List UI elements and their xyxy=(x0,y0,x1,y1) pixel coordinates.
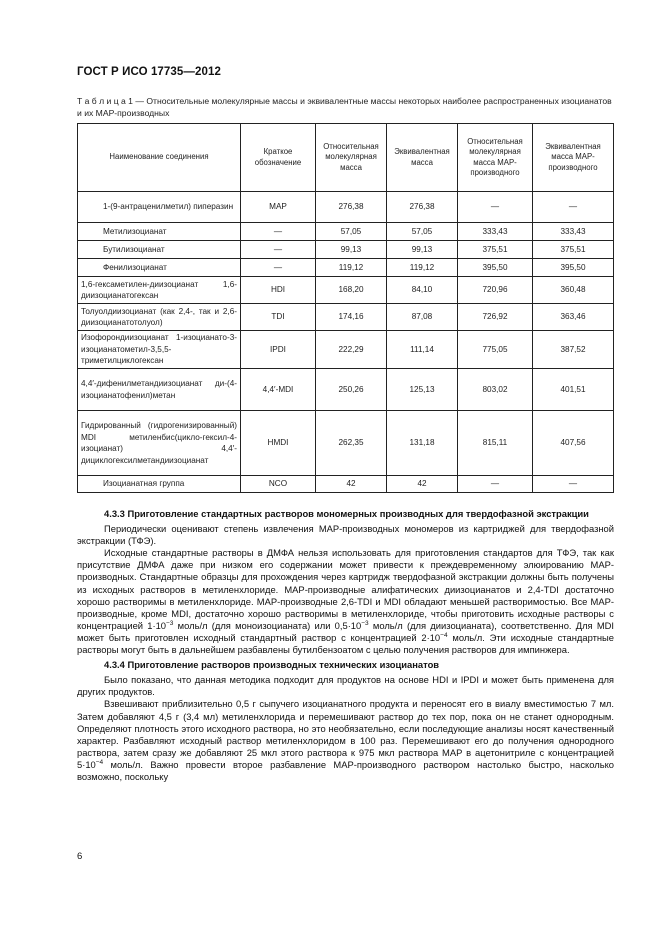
compound-name-cell: Метилизоцианат xyxy=(78,223,241,241)
table-row xyxy=(78,304,614,331)
paragraph: Взвешивают приблизительно 0,5 г сыпучего изоцианатного продукта и переносят его в виалу вместимостью 7 мл. Затем добавляют 4,5 г (3,4 мл) метиленхлорида и перемешивают раствор до тех пор, пока он не станет однородным. Определяют плотность этого исходного раствора, но это необязательно, если последующие анализы носят качественный характер. Разбавляют исходный раствор метиленхлоридом в 100 раз. Перемешивают его до получения однородного раствора, затем сразу же добавляют 25 мкл этого раствора к 975 мкл раствора МАР в ацетонитриле с концентрацией $5\cdot 10^{-4}$ моль/л. Важно провести второе разбавление МАР-производного раствором настолько быстро, насколько возможно, поскольку xyxy=(77,698,614,782)
abbreviation-cell: — xyxy=(241,241,316,259)
map-equivalent-mass-cell: 401,51 xyxy=(533,369,614,411)
compound-name-cell: Толуолдиизоцианат (как 2,4-, так и 2,6-диизоцианатотолуол) xyxy=(78,304,241,331)
table-row xyxy=(78,331,614,369)
map-equivalent-mass-cell: 395,50 xyxy=(533,259,614,277)
equivalent-mass-cell: 119,12 xyxy=(387,259,458,277)
equivalent-mass-cell: 131,18 xyxy=(387,411,458,476)
abbreviation-cell: TDI xyxy=(241,304,316,331)
compound-name-cell: Бутилизоцианат xyxy=(78,241,241,259)
compound-name-cell: 4,4′-дифенилметандиизоцианат ди-(4-изоцианатофенил)метан xyxy=(78,369,241,411)
compound-name-cell: 1,6-гексаметилен-диизоцианат 1,6-диизоцианатогексан xyxy=(78,277,241,304)
table-row xyxy=(78,476,614,493)
abbreviation-cell: HDI xyxy=(241,277,316,304)
map-equivalent-mass-cell: — xyxy=(533,476,614,493)
paragraph: Исходные стандартные растворы в ДМФА нельзя использовать для приготовления стандартов для ТФЭ, так как присутствие ДМФА даже при низком его содержании может привести к преждевременному элюированию МАР-производных. Стандартные образцы для прохождения через картридж твердофазной экстракции должны быть получены из исходных растворов в метиленхлориде. МАР-производные алифатических диизоцианатов и 2,4-TDI достаточно хорошо растворимы в метиленхлориде. МАР-производные 2,6-TDI и MDI обладают меньшей растворимостью. Все МАР-производные, кроме MDI, достаточно хорошо растворимы в метиленхлориде, чтобы приготовить исходные растворы с концентрацией $1\cdot 10^{-3}$ моль/л (для моноизоцианата) или $0,5\cdot 10^{-3}$ моль/л (для диизоцианата), соответственно. Для MDI может быть приготовлен исходный стандартный раствор с концентрацией $2\cdot 10^{-4}$ моль/л. Эти исходные стандартные растворы могут быть в дальнейшем разбавлены бутилбензоатом с целью получения растворов для импинжера. xyxy=(77,547,615,656)
map-equivalent-mass-cell: 360,48 xyxy=(533,277,614,304)
table-row xyxy=(78,259,614,277)
abbreviation-cell: NCO xyxy=(241,476,316,493)
map-molecular-mass-cell: 720,96 xyxy=(458,277,533,304)
map-molecular-mass-cell: 815,11 xyxy=(458,411,533,476)
map-equivalent-mass-cell: 387,52 xyxy=(533,331,614,369)
header-molecular-mass: Относительная молекулярная масса xyxy=(316,124,387,192)
table-row xyxy=(78,241,614,259)
molecular-mass-cell: 42 xyxy=(316,476,387,493)
map-molecular-mass-cell: — xyxy=(458,192,533,223)
map-molecular-mass-cell: 333,43 xyxy=(458,223,533,241)
compound-name-cell: Гидрированный (гидрогенизированный) MDI метиленбис(цикло-гексил-4-изоцианат) 4,4′-дициклогексилметандиизоцианат xyxy=(78,411,241,476)
map-molecular-mass-cell: 726,92 xyxy=(458,304,533,331)
compound-name-cell: Фенилизоцианат xyxy=(78,259,241,277)
map-equivalent-mass-cell: 375,51 xyxy=(533,241,614,259)
map-molecular-mass-cell: 375,51 xyxy=(458,241,533,259)
abbreviation-cell: HMDI xyxy=(241,411,316,476)
table-caption: Т а б л и ц а 1 — Относительные молекулярные массы и эквивалентные массы некоторых наиболее распространенных изоцианатов и их МАР-производных xyxy=(77,96,612,118)
equivalent-mass-cell: 87,08 xyxy=(387,304,458,331)
map-equivalent-mass-cell: 407,56 xyxy=(533,411,614,476)
map-equivalent-mass-cell: 363,46 xyxy=(533,304,614,331)
paragraph: Было показано, что данная методика подходит для продуктов на основе HDI и IPDI и может быть применена для других продуктов. xyxy=(77,674,614,698)
header-abbreviation: Краткое обозначение xyxy=(241,124,316,192)
molecular-mass-cell: 276,38 xyxy=(316,192,387,223)
table-row xyxy=(78,277,614,304)
molecular-mass-cell: 262,35 xyxy=(316,411,387,476)
molecular-mass-cell: 174,16 xyxy=(316,304,387,331)
compound-name-cell: 1-(9-антраценилметил) пиперазин xyxy=(78,192,241,223)
paragraph: Периодически оценивают степень извлечения МАР-производных мономеров из картриджей для твердофазной экстракции (ТФЭ). xyxy=(77,523,614,547)
molecular-mass-cell: 250,26 xyxy=(316,369,387,411)
equivalent-mass-cell: 57,05 xyxy=(387,223,458,241)
compound-name-cell: Изофорондиизоцианат 1-изоцианато-3-изоцианатометил-3,5,5-триметилциклогексан xyxy=(78,331,241,369)
header-compound-name: Наименование соединения xyxy=(78,124,241,192)
section-heading-4-3-4: 4.3.4 Приготовление растворов производных технических изоцианатов xyxy=(104,659,440,671)
header-map-equivalent-mass: Эквивалентная масса МАР-производного xyxy=(533,124,614,192)
body-text xyxy=(77,508,614,783)
table-header-row xyxy=(78,124,614,192)
page-number: 6 xyxy=(77,851,83,862)
table-row xyxy=(78,192,614,223)
document-header: ГОСТ Р ИСО 17735—2012 xyxy=(77,66,222,78)
molecular-mass-cell: 222,29 xyxy=(316,331,387,369)
table-row xyxy=(78,223,614,241)
molecular-mass-cell: 57,05 xyxy=(316,223,387,241)
abbreviation-cell: IPDI xyxy=(241,331,316,369)
molecular-mass-table xyxy=(77,123,614,493)
header-equivalent-mass: Эквивалентная масса xyxy=(387,124,458,192)
equivalent-mass-cell: 99,13 xyxy=(387,241,458,259)
table-row xyxy=(78,411,614,476)
abbreviation-cell: 4,4′-MDI xyxy=(241,369,316,411)
abbreviation-cell: — xyxy=(241,223,316,241)
abbreviation-cell: — xyxy=(241,259,316,277)
equivalent-mass-cell: 42 xyxy=(387,476,458,493)
map-molecular-mass-cell: 395,50 xyxy=(458,259,533,277)
equivalent-mass-cell: 84,10 xyxy=(387,277,458,304)
map-molecular-mass-cell: — xyxy=(458,476,533,493)
section-heading-4-3-3: 4.3.3 Приготовление стандартных растворов мономерных производных для твердофазной экстракции xyxy=(104,508,589,519)
compound-name-cell: Изоцианатная группа xyxy=(78,476,241,493)
equivalent-mass-cell: 125,13 xyxy=(387,369,458,411)
equivalent-mass-cell: 111,14 xyxy=(387,331,458,369)
table-row xyxy=(78,369,614,411)
abbreviation-cell: МАР xyxy=(241,192,316,223)
map-molecular-mass-cell: 775,05 xyxy=(458,331,533,369)
map-equivalent-mass-cell: 333,43 xyxy=(533,223,614,241)
header-map-molecular-mass: Относительная молекулярная масса МАР-производного xyxy=(458,124,533,192)
molecular-mass-cell: 168,20 xyxy=(316,277,387,304)
molecular-mass-cell: 119,12 xyxy=(316,259,387,277)
map-molecular-mass-cell: 803,02 xyxy=(458,369,533,411)
molecular-mass-cell: 99,13 xyxy=(316,241,387,259)
equivalent-mass-cell: 276,38 xyxy=(387,192,458,223)
map-equivalent-mass-cell: — xyxy=(533,192,614,223)
